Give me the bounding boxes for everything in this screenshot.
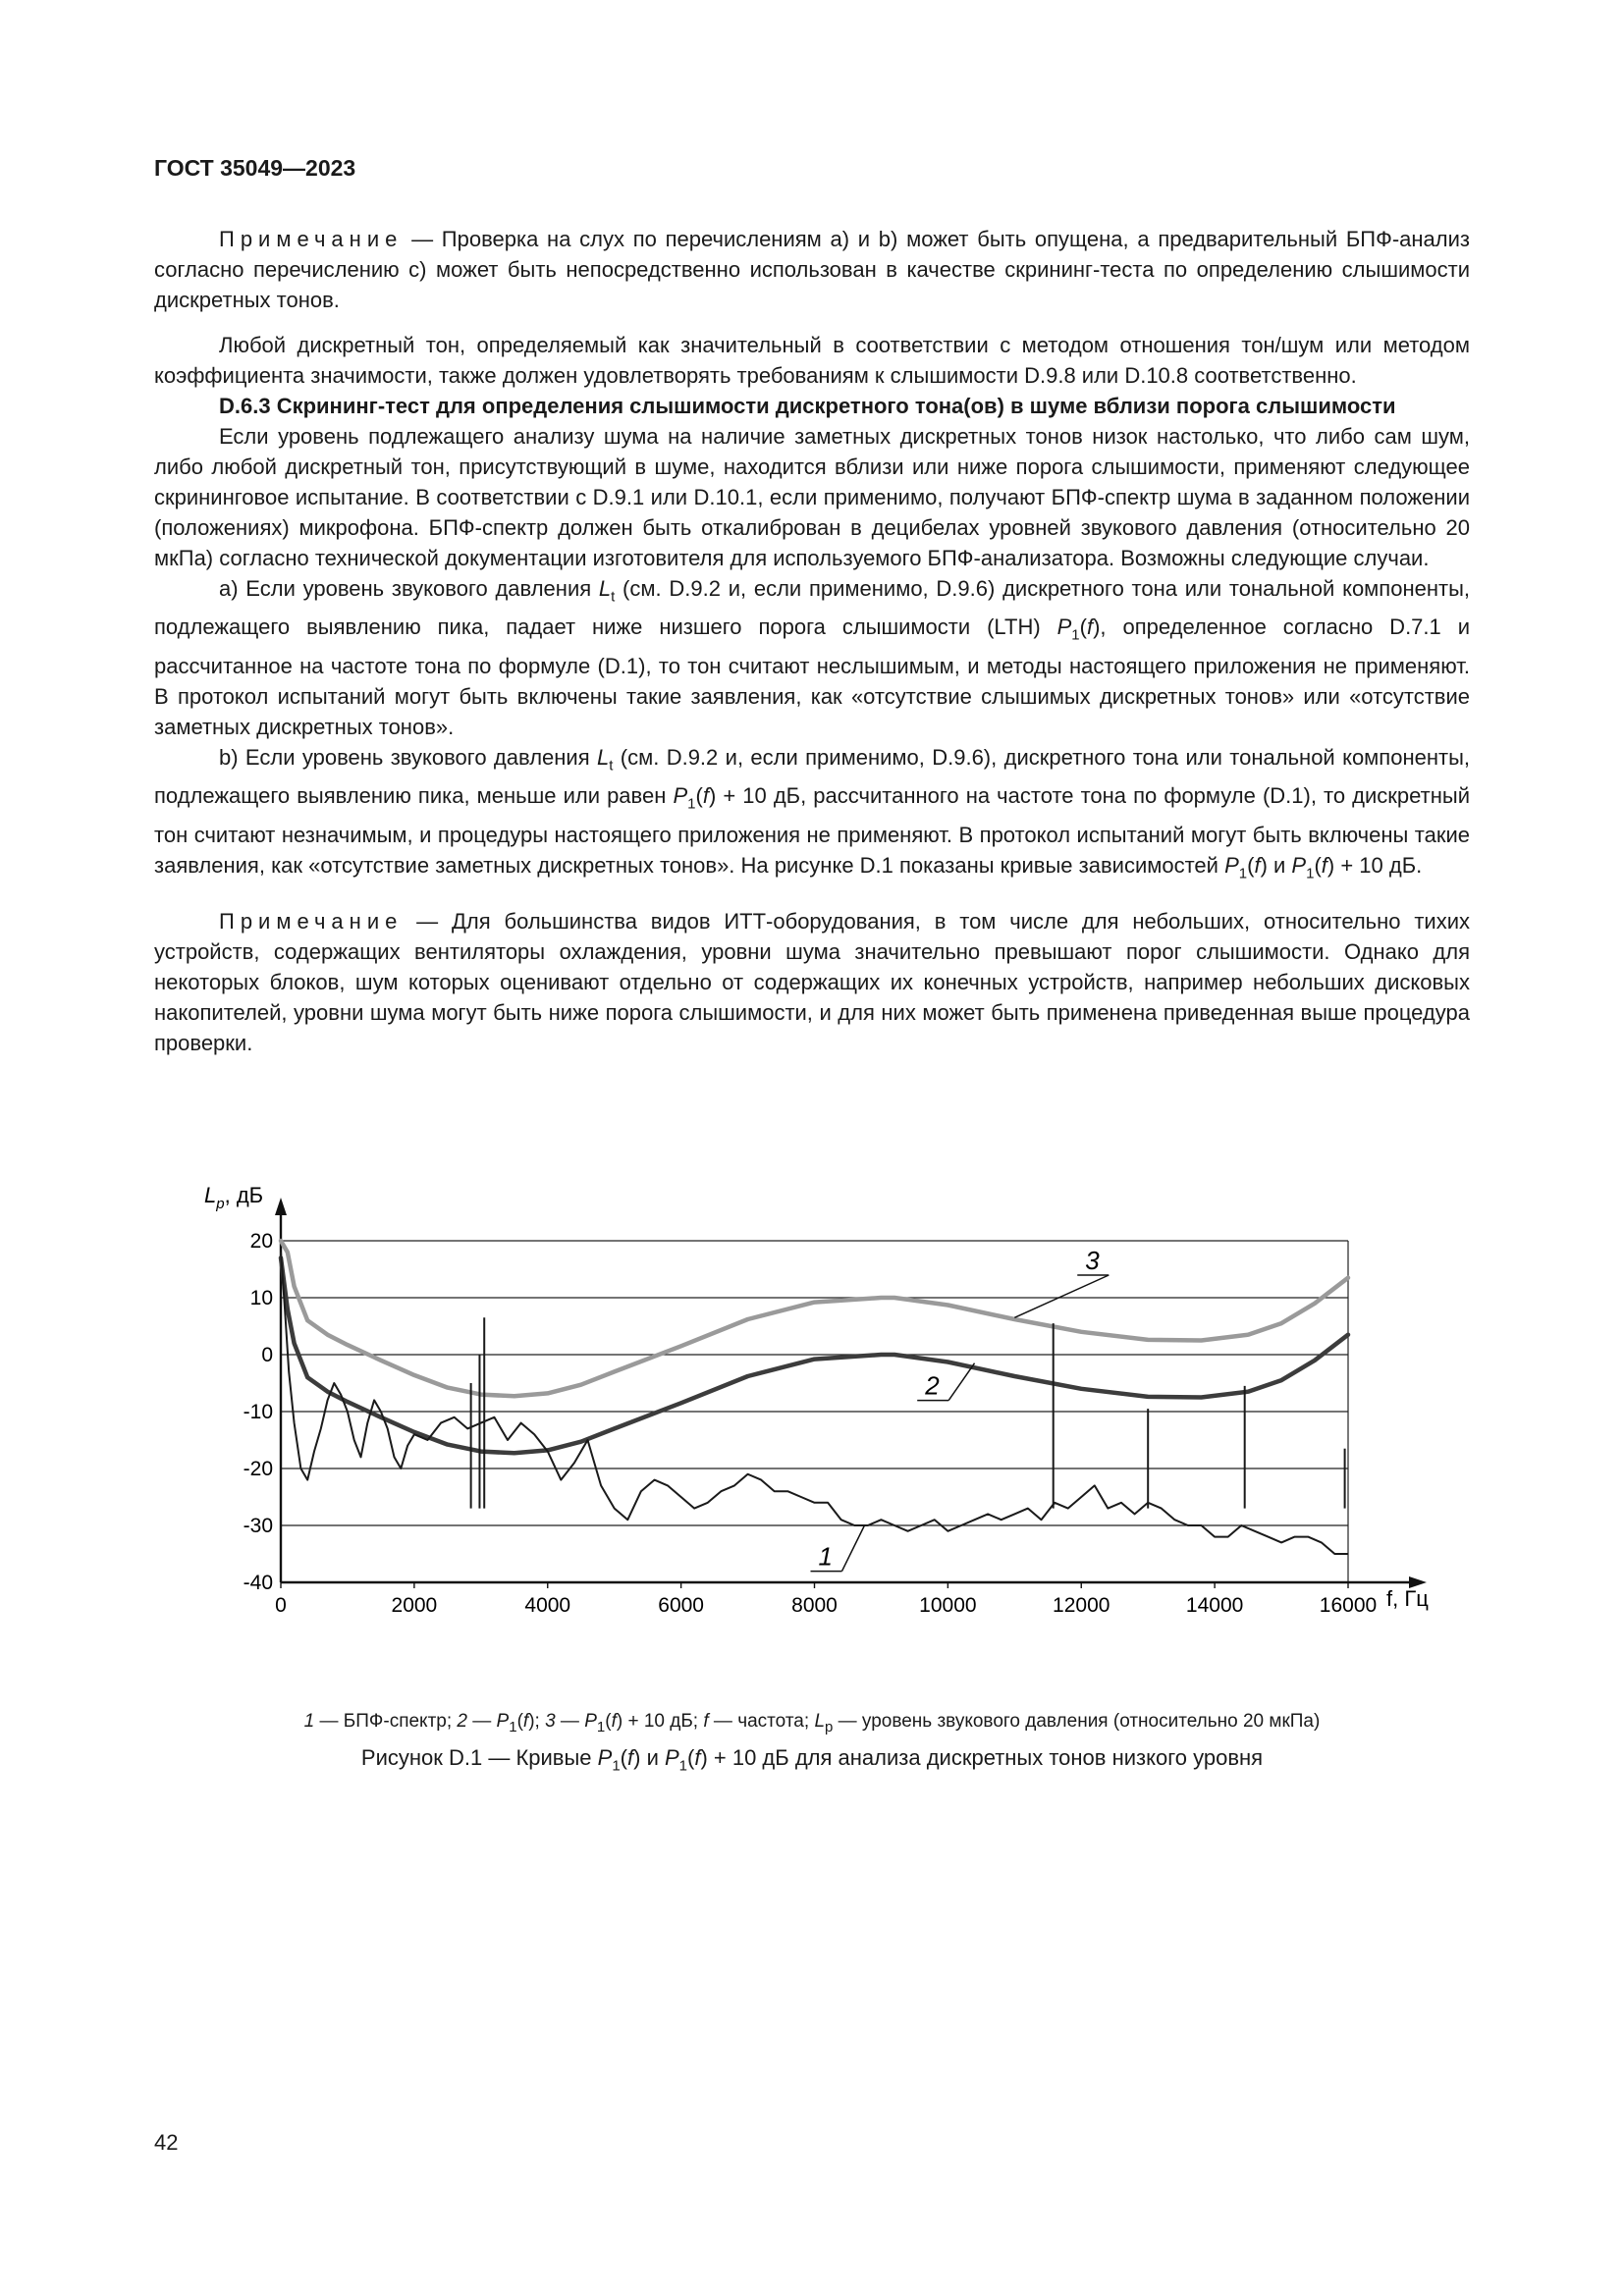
annotation-label: 1 bbox=[818, 1541, 833, 1572]
x-tick-label: 12000 bbox=[1053, 1594, 1110, 1617]
chart-axes bbox=[275, 1198, 1427, 1588]
x-tick-label: 8000 bbox=[791, 1594, 838, 1617]
page-number: 42 bbox=[154, 2130, 179, 2155]
item-b: b) Если уровень звукового давления $L_t$ (см. D.9.2 и, если применимо, D.9.6), дискретного тона или тональной компоненты, подлежащего выявлению пика, меньше или равен $P_1(f) + 10$ дБ, рассчитанного на частоте тона по формуле (D.1), то дискретный тон считают незначимым, и процедуры настоящего приложения не применяют. В протокол испытаний могут быть включены такие заявления, как «отсутствие заметных дискретных тонов». На рисунке D.1 показаны кривые зависимостей $P_1(f)$ и $P_1(f) + 10$ дБ. bbox=[154, 744, 1470, 881]
paragraph: Любой дискретный тон, определяемый как значительный в соответствии с методом отношения тон/шум или методом коэффициента значимости, также должен удовлетворять требованиям к слышимости D.9.8 или D.10.8 соответственно. bbox=[154, 333, 1470, 388]
annotation-leader bbox=[1014, 1275, 1109, 1317]
y-axis-label: $L_p$, дБ bbox=[204, 1183, 264, 1212]
body-text bbox=[154, 330, 1470, 1058]
note-text: — Проверка на слух по перечислениям а) и b) может быть опущена, а предварительный БПФ-анализ согласно перечислению c) может быть непосредственно использован в качестве скрининг-теста по определению слышимости дискретных тонов. bbox=[154, 227, 1470, 312]
x-tick-label: 0 bbox=[275, 1594, 287, 1617]
x-tick-label: 6000 bbox=[658, 1594, 704, 1617]
y-tick-label: -40 bbox=[243, 1572, 273, 1594]
x-tick-label: 14000 bbox=[1185, 1594, 1244, 1617]
item-a: а) Если уровень звукового давления $L_t$ (см. D.9.2 и, если применимо, D.9.6) дискретного тона или тональной компоненты, подлежащего выявлению пика, падает ниже низшего порога слышимости (LTH) $P_1(f)$, определенное согласно D.7.1 и рассчитанное на частоте тона по формуле (D.1), то тон считают неслышимым, и методы настоящего приложения не применяют. В протокол испытаний могут быть включены такие заявления, как «отсутствие слышимых дискретных тонов» или «отсутствие заметных дискретных тонов». bbox=[154, 576, 1470, 739]
annotation-leader bbox=[948, 1363, 974, 1401]
x-tick-label: 2000 bbox=[391, 1594, 438, 1617]
series-3-line bbox=[281, 1241, 1348, 1396]
x-tick-label: 16000 bbox=[1319, 1594, 1378, 1617]
note-1 bbox=[154, 224, 1470, 315]
chart-annotations bbox=[811, 1246, 1110, 1572]
annotation-label: 2 bbox=[925, 1370, 940, 1401]
chart-ticks bbox=[244, 1230, 1378, 1617]
note-label: Примечание bbox=[219, 227, 404, 251]
x-tick-label: 10000 bbox=[919, 1594, 977, 1617]
annotation-label: 3 bbox=[1085, 1246, 1100, 1275]
figure-legend: 1 — БПФ-спектр; 2 — $P_1(f)$; 3 — $P_1(f) + 10$ дБ; f — частота; $L_p$ — уровень звукового давления (относительно 20 мкПа) bbox=[303, 1711, 1321, 1735]
figure-caption: Рисунок D.1 — Кривые $P_1(f)$ и $P_1(f) + 10$ дБ для анализа дискретных тонов низкого уровня bbox=[360, 1745, 1264, 1775]
y-tick-label: -10 bbox=[243, 1401, 273, 1423]
y-axis-arrow bbox=[275, 1198, 287, 1215]
y-tick-label: -30 bbox=[243, 1515, 273, 1537]
chart-grid bbox=[281, 1241, 1348, 1582]
figure-chart bbox=[147, 1173, 1453, 1703]
section-heading: D.6.3 Скрининг-тест для определения слышимости дискретного тона(ов) в шуме вблизи порога слышимости bbox=[219, 394, 1396, 418]
annotation-leader bbox=[842, 1525, 865, 1572]
y-tick-label: 0 bbox=[261, 1344, 273, 1366]
x-axis-label: f, Гц bbox=[1386, 1586, 1429, 1611]
note-2: Примечание — Для большинства видов ИТТ-оборудования, в том числе для небольших, относительно тихих устройств, содержащих вентиляторы охлаждения, уровни шума значительно превышают порог слышимости. Однако для некоторых блоков, шум которых оценивают отдельно от содержащих их конечных устройств, например небольших дисковых накопителей, уровни шума могут быть ниже порога слышимости, и для них может быть применена приведенная выше процедура проверки. bbox=[154, 908, 1470, 1055]
paragraph: Если уровень подлежащего анализу шума на наличие заметных дискретных тонов низок настолько, что либо сам шум, либо любой дискретный тон, присутствующий в шуме, находится вблизи или ниже порога слышимости, применяют следующее скрининговое испытание. В соответствии с D.9.1 или D.10.1, если применимо, получают БПФ-спектр шума в заданном положении (положениях) микрофона. БПФ-спектр должен быть откалиброван в децибелах уровней звукового давления (относительно 20 мкПа) согласно технической документации изготовителя для используемого БПФ-анализатора. Возможны следующие случаи. bbox=[154, 424, 1470, 570]
chart-series bbox=[281, 1241, 1348, 1554]
y-tick-label: -20 bbox=[243, 1458, 273, 1480]
y-tick-label: 20 bbox=[249, 1230, 273, 1253]
y-tick-label: 10 bbox=[249, 1287, 273, 1309]
document-header: ГОСТ 35049—2023 bbox=[154, 155, 356, 181]
x-tick-label: 4000 bbox=[524, 1594, 571, 1617]
